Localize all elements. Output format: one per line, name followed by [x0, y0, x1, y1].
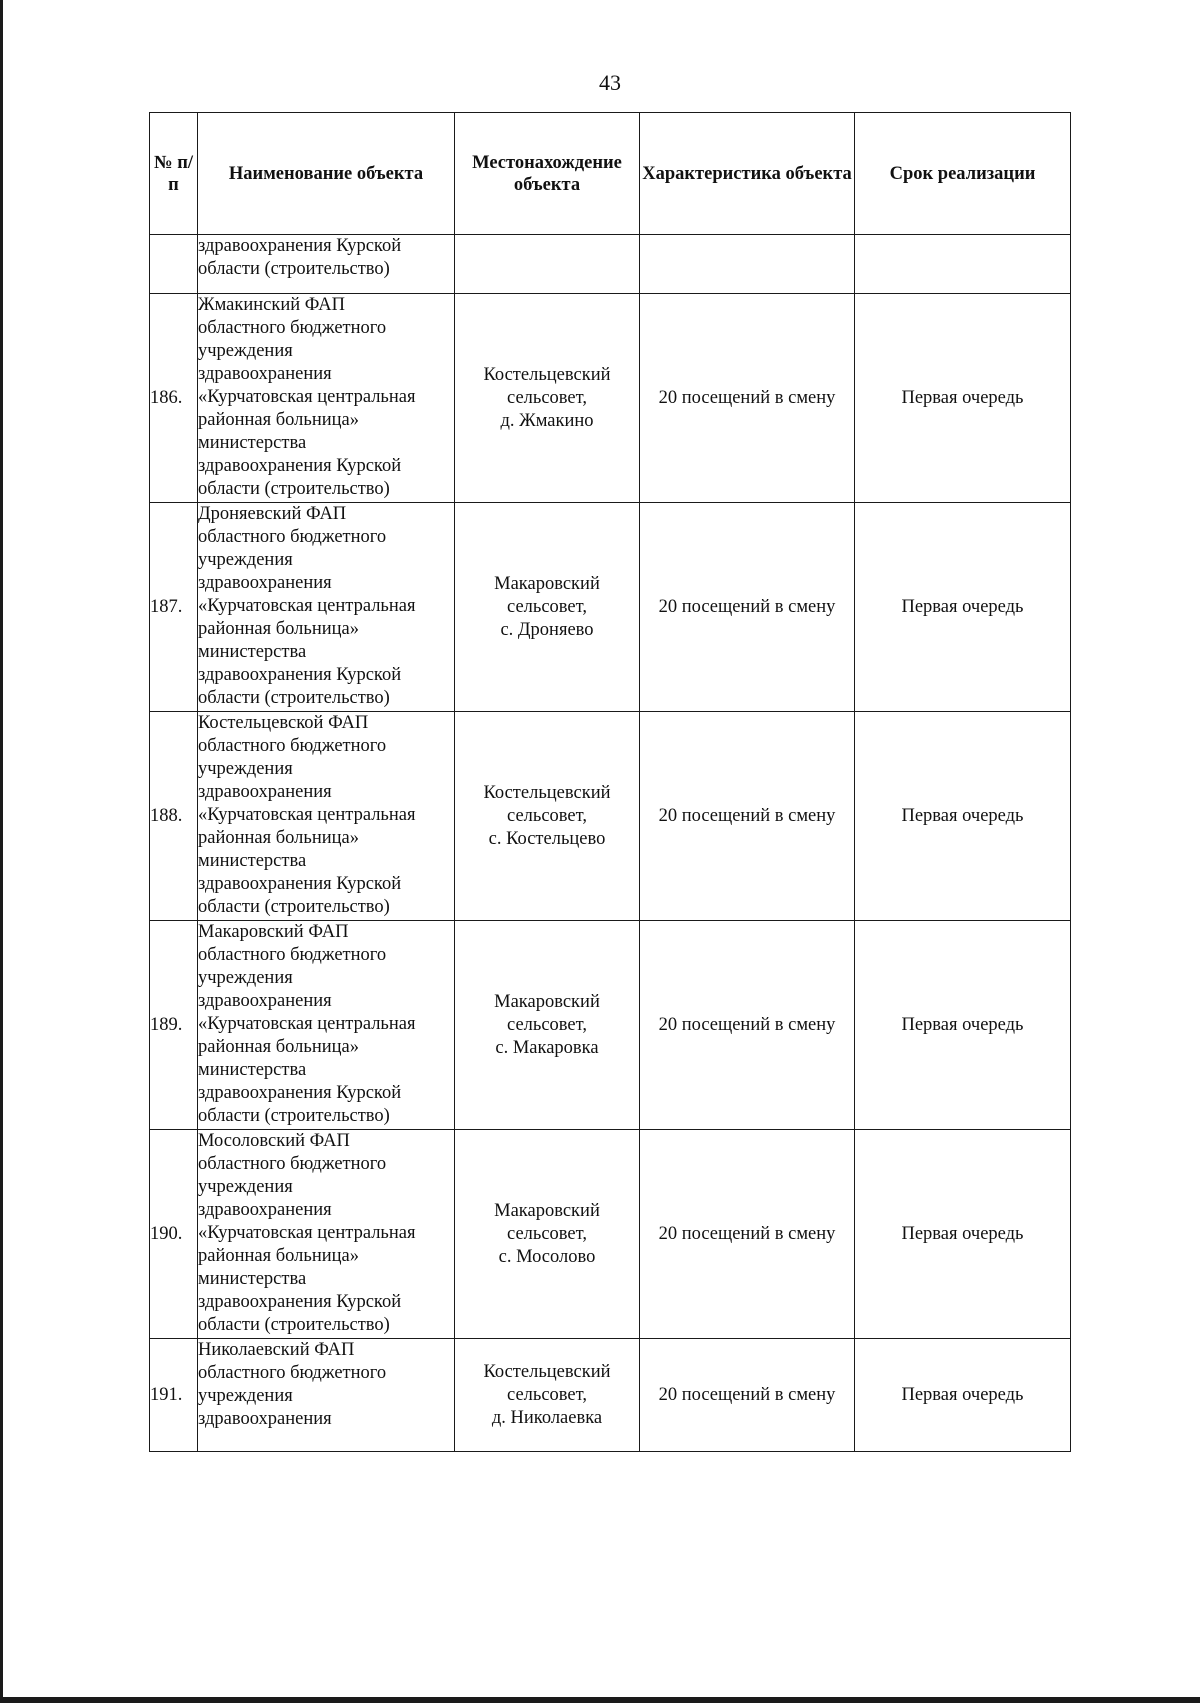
continuation-row: [150, 235, 1071, 294]
name-line: районная больница»: [198, 1246, 360, 1266]
location-line: сельсовет,: [507, 1223, 587, 1244]
location-line: сельсовет,: [507, 387, 587, 408]
scan-bottom-edge: [0, 1697, 1200, 1703]
characteristic-cell: 20 посещений в смену: [640, 503, 855, 712]
row-number: 187.: [150, 503, 198, 712]
name-line: «Курчатовская центральная: [198, 596, 416, 616]
location-line: с. Макаровка: [495, 1037, 599, 1058]
row-number: 188.: [150, 712, 198, 921]
header-num: № п/п: [150, 113, 198, 235]
location-line: сельсовет,: [507, 596, 587, 617]
name-line: здравоохранения Курской: [198, 1083, 402, 1103]
name-line: «Курчатовская центральная: [198, 387, 416, 407]
table-header-row: [150, 113, 1071, 235]
name-line: здравоохранения: [198, 991, 332, 1011]
location-cell: [455, 1339, 640, 1452]
name-line: министерства: [198, 1060, 307, 1080]
continuation-location-cell: [455, 235, 640, 294]
name-line: области (строительство): [198, 897, 390, 917]
name-line: районная больница»: [198, 410, 360, 430]
location-line: сельсовет,: [507, 1384, 587, 1405]
table-row: [150, 1339, 1071, 1452]
page-number: 43: [599, 70, 621, 95]
location-line: Костельцевский: [483, 364, 611, 385]
characteristic-cell: 20 посещений в смену: [640, 294, 855, 503]
header-term: Срок реализации: [855, 113, 1071, 235]
name-line: Мосоловский ФАП: [198, 1131, 350, 1151]
name-line: Дроняевский ФАП: [198, 504, 347, 524]
term-cell: Первая очередь: [855, 503, 1071, 712]
row-number: 189.: [150, 921, 198, 1130]
row-number: 186.: [150, 294, 198, 503]
name-line: здравоохранения Курской: [198, 456, 402, 476]
name-line: Николаевский ФАП: [198, 1340, 355, 1360]
location-line: сельсовет,: [507, 805, 587, 826]
continuation-term-cell: [855, 235, 1071, 294]
name-line: области (строительство): [198, 259, 390, 279]
header-name: Наименование объекта: [198, 113, 455, 235]
row-number: 190.: [150, 1130, 198, 1339]
table-row: [150, 921, 1071, 1130]
row-number: 191.: [150, 1339, 198, 1452]
name-line: Макаровский ФАП: [198, 922, 349, 942]
location-cell: [455, 921, 640, 1130]
objects-table: [149, 112, 1071, 1452]
name-line: Костельцевской ФАП: [198, 713, 369, 733]
name-line: здравоохранения Курской: [198, 874, 402, 894]
location-line: с. Дроняево: [500, 619, 594, 640]
name-line: здравоохранения: [198, 1200, 332, 1220]
location-line: сельсовет,: [507, 1014, 587, 1035]
location-line: д. Жмакино: [500, 410, 594, 431]
location-line: Костельцевский: [483, 1361, 611, 1382]
term-cell: Первая очередь: [855, 1339, 1071, 1452]
name-line: областного бюджетного: [198, 736, 387, 756]
continuation-characteristic-cell: [640, 235, 855, 294]
location-line: д. Николаевка: [491, 1407, 603, 1428]
table-row: [150, 294, 1071, 503]
name-line: здравоохранения Курской: [198, 1292, 402, 1312]
name-line: здравоохранения: [198, 782, 332, 802]
name-line: учреждения: [198, 341, 293, 361]
location-cell: [455, 503, 640, 712]
table-row: [150, 1130, 1071, 1339]
name-line: районная больница»: [198, 828, 360, 848]
name-line: областного бюджетного: [198, 318, 387, 338]
table-row: [150, 712, 1071, 921]
location-line: Макаровский: [494, 573, 600, 594]
name-line: министерства: [198, 1269, 307, 1289]
name-line: здравоохранения: [198, 573, 332, 593]
name-line: «Курчатовская центральная: [198, 1014, 416, 1034]
name-line: районная больница»: [198, 619, 360, 639]
term-cell: Первая очередь: [855, 294, 1071, 503]
term-cell: Первая очередь: [855, 921, 1071, 1130]
scan-left-edge: [0, 0, 3, 1703]
name-line: здравоохранения Курской: [198, 665, 402, 685]
characteristic-cell: 20 посещений в смену: [640, 712, 855, 921]
name-line: области (строительство): [198, 1315, 390, 1335]
name-line: учреждения: [198, 1177, 293, 1197]
object-name-cell: [198, 1339, 455, 1452]
header-characteristic: Характеристика объекта: [640, 113, 855, 235]
location-line: с. Костельцево: [488, 828, 606, 849]
header-location: Местонахождение объекта: [455, 113, 640, 235]
name-line: районная больница»: [198, 1037, 360, 1057]
continuation-num-cell: [150, 235, 198, 294]
location-cell: [455, 294, 640, 503]
term-cell: Первая очередь: [855, 712, 1071, 921]
name-line: министерства: [198, 433, 307, 453]
object-name-cell: [198, 503, 455, 712]
object-name-cell: [198, 712, 455, 921]
location-line: Макаровский: [494, 1200, 600, 1221]
name-line: министерства: [198, 851, 307, 871]
name-line: здравоохранения: [198, 1409, 332, 1429]
name-line: министерства: [198, 642, 307, 662]
object-name-cell: [198, 1130, 455, 1339]
name-line: здравоохранения Курской: [198, 236, 402, 256]
name-line: «Курчатовская центральная: [198, 1223, 416, 1243]
name-line: Жмакинский ФАП: [198, 295, 345, 315]
name-line: области (строительство): [198, 479, 390, 499]
location-line: с. Мосолово: [498, 1246, 596, 1267]
name-line: «Курчатовская центральная: [198, 805, 416, 825]
location-line: Макаровский: [494, 991, 600, 1012]
name-line: учреждения: [198, 968, 293, 988]
name-line: областного бюджетного: [198, 945, 387, 965]
location-cell: [455, 1130, 640, 1339]
name-line: областного бюджетного: [198, 527, 387, 547]
term-cell: Первая очередь: [855, 1130, 1071, 1339]
name-line: здравоохранения: [198, 364, 332, 384]
name-line: области (строительство): [198, 1106, 390, 1126]
name-line: учреждения: [198, 1386, 293, 1406]
object-name-cell: [198, 921, 455, 1130]
name-line: области (строительство): [198, 688, 390, 708]
location-cell: [455, 712, 640, 921]
name-line: учреждения: [198, 550, 293, 570]
object-name-cell: [198, 294, 455, 503]
characteristic-cell: 20 посещений в смену: [640, 1130, 855, 1339]
name-line: учреждения: [198, 759, 293, 779]
table-row: [150, 503, 1071, 712]
characteristic-cell: 20 посещений в смену: [640, 921, 855, 1130]
characteristic-cell: 20 посещений в смену: [640, 1339, 855, 1452]
location-line: Костельцевский: [483, 782, 611, 803]
continuation-name-cell: [198, 235, 455, 294]
name-line: областного бюджетного: [198, 1363, 387, 1383]
name-line: областного бюджетного: [198, 1154, 387, 1174]
